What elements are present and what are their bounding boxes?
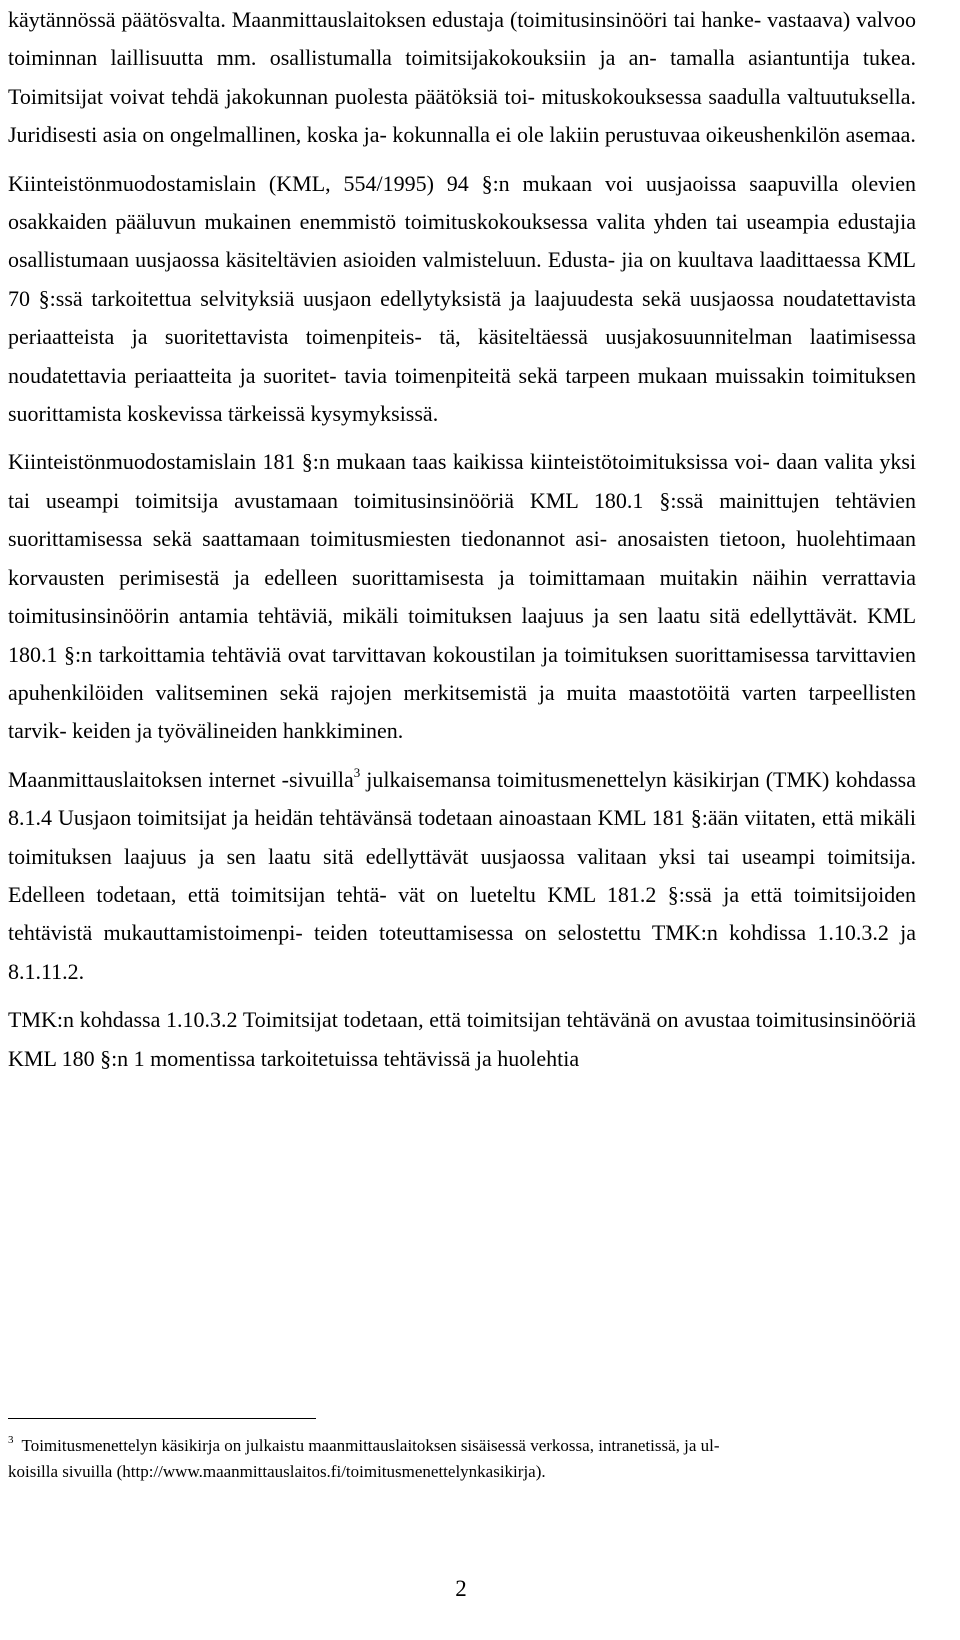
text-line: tamalla asiantuntija tukea. Toimitsijat voivat tehdä jakokunnan puolesta päätöksiä toi- — [8, 45, 916, 109]
text-line: Kiinteistönmuodostamislain 181 §:n mukaan taas kaikissa kiinteistötoimituksissa voi- — [8, 449, 770, 475]
footnote-reference: 3 — [353, 765, 361, 781]
text-line: TMK:n kohdassa 1.10.3.2 Toimitsijat todetaan, että toimitsijan tehtävänä on avustaa — [8, 1007, 751, 1033]
text-line: ovat tarvittavan kokoustilan ja toimituksen suorittamisessa tarvittavien apuhenkilöiden — [8, 641, 916, 705]
text-line: tavia toimenpiteitä sekä tarpeen mukaan muissakin toimituksen suorittamista koskevissa — [8, 362, 916, 427]
text-line: mainittujen tehtävien suorittamisessa sekä saattamaan toimitusmiesten tiedonannot asi- — [8, 487, 916, 552]
text-line: vät on lueteltu KML 181.2 §:ssä ja että toimitsijoiden tehtävistä mukauttamistoimenpi- — [8, 881, 916, 946]
text-line: tä, käsiteltäessä uusjakosuunnitelman laatimisessa noudatettavia periaatteita ja suoritet- — [8, 324, 916, 388]
footnote-text-line-2: koisilla sivuilla (http://www.maanmittauslaitos.fi/toimitusmenettelynkasikirja). — [8, 1462, 546, 1481]
text-line: jia on kuultava laadittaessa KML 70 §:ssä tarkoitettua selvityksiä uusjaon edellytyksistä — [8, 247, 916, 311]
text-line: olevien osakkaiden pääluvun mukainen enemmistö toimituskokouksessa valita yhden tai — [8, 170, 916, 235]
text-line: käytännössä päätösvalta. Maanmittauslaitoksen edustaja (toimitusinsinööri tai hanke- — [8, 7, 762, 32]
text-line: julkaisemansa toimitusmenettelyn käsikirjan — [366, 766, 760, 792]
text-line: kokunnalla ei ole lakiin perustuvaa oikeushenkilön asemaa. — [392, 122, 916, 148]
text-line: toimittamaan muitakin näihin verrattavia toimitusinsinöörin antamia tehtäviä, mikäli — [8, 564, 916, 629]
paragraph-continuation — [8, 1, 916, 155]
footnote-text-line-1: Toimitusmenettelyn käsikirja on julkaistu maanmittauslaitoksen sisäisessä verkossa, intranetissä, ja ul- — [21, 1436, 720, 1455]
footnote-separator — [8, 1418, 316, 1419]
paragraph-tmk-1-10-3-2 — [8, 1001, 916, 1078]
paragraph-tmk — [8, 761, 916, 991]
text-line: Kiinteistönmuodostamislain (KML, 554/1995) 94 §:n mukaan voi uusjaoissa saapuvilla — [8, 170, 839, 196]
text-line: ja laajuudesta sekä uusjaossa noudatettavista periaatteista ja suoritettavista toimenpiteis- — [8, 285, 917, 350]
text-line: keiden ja työvälineiden hankkiminen. — [72, 718, 404, 744]
footnote — [8, 1433, 916, 1485]
footnote-mark: 3 — [8, 1434, 14, 1447]
text-line: daan valita yksi tai useampi toimitsija avustamaan toimitusinsinööriä KML 180.1 §:ssä — [8, 449, 916, 513]
page-number: 2 — [455, 1576, 467, 1601]
text-line: (TMK) kohdassa 8.1.4 Uusjaon toimitsijat ja heidän tehtävänsä todetaan ainoastaan — [8, 766, 916, 831]
text-line: anosaisten tietoon, huolehtimaan korvausten perimisestä ja edelleen suorittamisesta ja — [8, 526, 917, 590]
text-line: vastaava) valvoo toiminnan laillisuutta mm. osallistumalla toimitsijakokouksiin ja an- — [8, 7, 917, 71]
text-line: Maanmittauslaitoksen internet -sivuilla — [8, 766, 354, 792]
paragraph-kml-181 — [8, 443, 916, 750]
text-line: toimitusinsinööriä KML 180 §:n 1 momentissa tarkoitetuissa tehtävissä ja huolehtia — [8, 1007, 917, 1071]
footnote-line — [8, 1433, 916, 1459]
text-line: toimituksen laajuus ja sen laatu sitä edellyttävät. KML 180.1 §:n tarkoittamia tehtäviä — [8, 603, 917, 667]
text-line: valitseminen sekä rajojen merkitsemistä ja muita maastotöitä varten tarpeellisten tarvik- — [8, 679, 916, 744]
text-line: teiden toteuttamisessa on selostettu TMK:n kohdissa 1.10.3.2 ja 8.1.11.2. — [8, 920, 916, 984]
text-line: mituskokouksessa saadulla valtuutuksella. Juridisesti asia on ongelmallinen, koska ja- — [8, 83, 917, 148]
paragraph-kml-94 — [8, 165, 916, 434]
footnote-line — [8, 1459, 916, 1485]
text-line: useampia edustajia osallistumaan uusjaossa käsiteltävien asioiden valmisteluun. Edusta- — [8, 209, 916, 273]
text-line: uusjaossa valitaan yksi tai useampi toimitsija. Edelleen todetaan, että toimitsijan tehtä- — [8, 843, 916, 907]
body-text — [8, 1, 916, 1078]
text-line: KML 181 §:ään viitaten, että mikäli toimituksen laajuus ja sen laatu sitä edellyttävät — [8, 805, 916, 869]
text-line: tärkeissä kysymyksissä. — [227, 401, 439, 427]
